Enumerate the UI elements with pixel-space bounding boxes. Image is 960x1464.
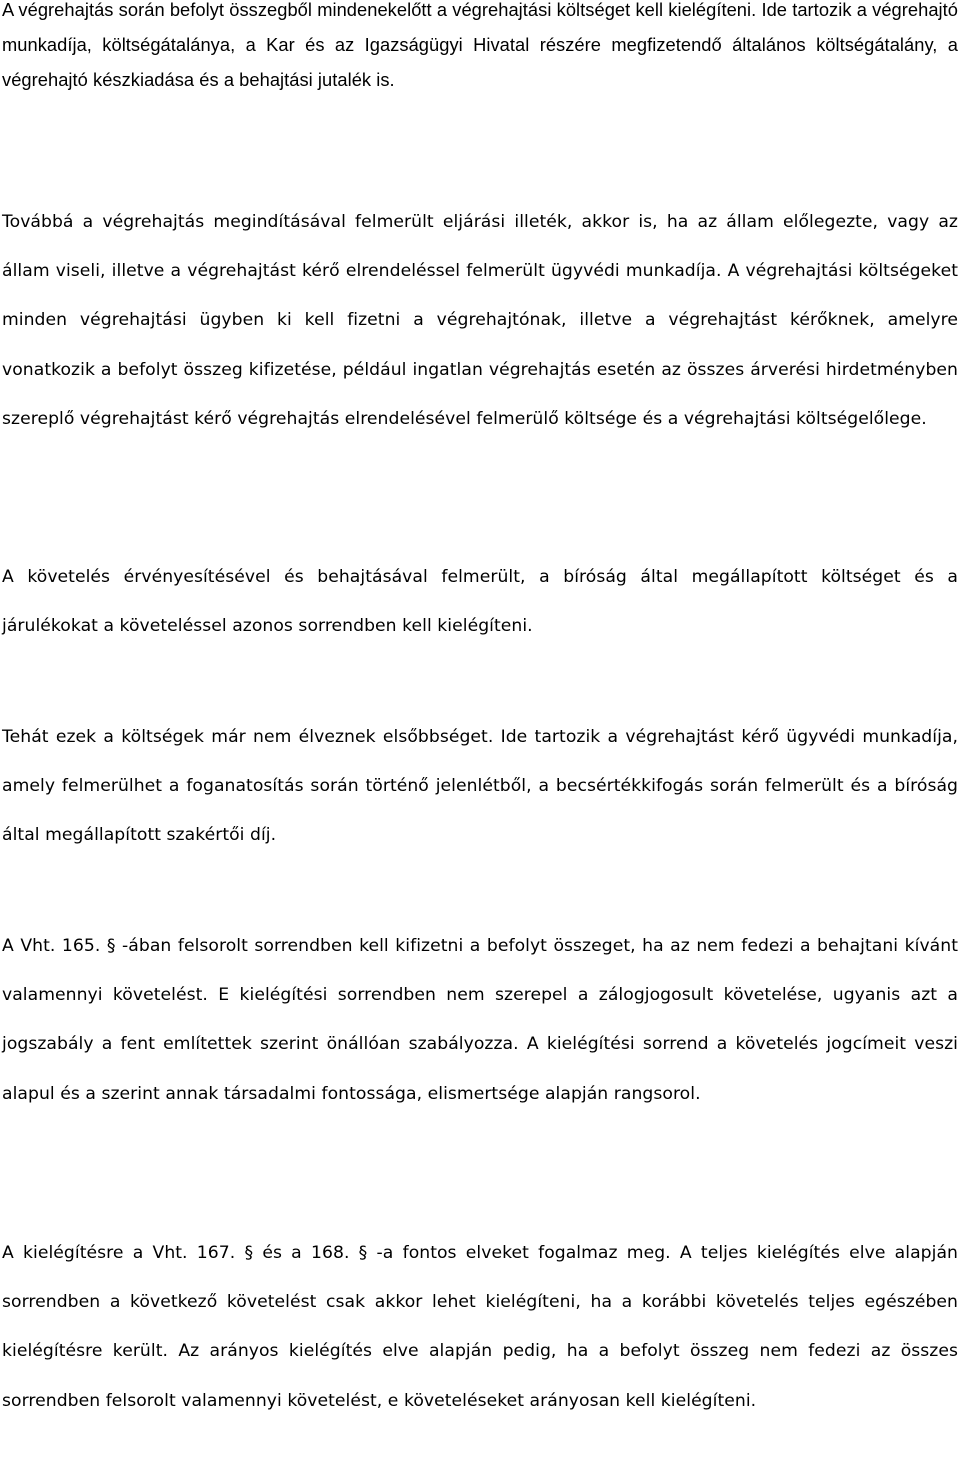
paragraph-vht-165: A Vht. 165. § -ában felsorolt sorrendben kell kifizetni a befolyt összeget, ha az nem fedezi a behajtani kívánt valamennyi követelést. E kielégítési sorrendben nem szerepel a zálogjogosult követelése, ugyanis azt a jogszabály a fent említettek szerint önállóan szabályozza. A kielégítési sorrend a követelés jogcímeit veszi alapul és a szerint annak társadalmi fontossága, elismertsége alapján rangsorol. bbox=[2, 936, 958, 1104]
paragraph-vht-167-168: A kielégítésre a Vht. 167. § és a 168. § -a fontos elveket fogalmaz meg. A teljes kielégítés elve alapján sorrendben a következő követelést csak akkor lehet kielégíteni, ha a korábbi követelés teljes egészében kielégítésre került. Az arányos kielégítés elve alapján pedig, ha a befolyt összeg nem fedezi az összes sorrendben felsorolt valamennyi követelést, e követeléseket arányosan kell kielégíteni. bbox=[2, 1243, 958, 1411]
paragraph-no-priority: Tehát ezek a költségek már nem élveznek elsőbbséget. Ide tartozik a végrehajtást kérő ügyvédi munkadíja, amely felmerülhet a foganatosítás során történő jelenlétből, a becsértékkifogás során felmerült és a bíróság által megállapított szakértői díj. bbox=[2, 727, 958, 846]
paragraph-claim-costs: A követelés érvényesítésével és behajtásával felmerült, a bíróság által megállapított költséget és a járulékokat a követeléssel azonos sorrendben kell kielégíteni. bbox=[2, 567, 958, 637]
paragraph-enforcement-costs: A végrehajtás során befolyt összegből mindenekelőtt a végrehajtási költséget kell kielégíteni. Ide tartozik a végrehajtó munkadíja, költségátalánya, a Kar és az Igazságügyi Hivatal részére megfizetendő általános költségátalány, a végrehajtó készkiadása és a behajtási jutalék is. bbox=[2, 0, 958, 90]
paragraph-procedural-fees: Továbbá a végrehajtás megindításával felmerült eljárási illeték, akkor is, ha az állam előlegezte, vagy az állam viseli, illetve a végrehajtást kérő elrendeléssel felmerült ügyvédi munkadíja. A végrehajtási költségeket minden végrehajtási ügyben ki kell fizetni a végrehajtónak, illetve a végrehajtást kérőknek, amelyre vonatkozik a befolyt összeg kifizetése, például ingatlan végrehajtás esetén az összes árverési hirdetményben szereplő végrehajtást kérő végrehajtás elrendelésével felmerülő költsége és a végrehajtási költségelőlege. bbox=[2, 212, 958, 429]
